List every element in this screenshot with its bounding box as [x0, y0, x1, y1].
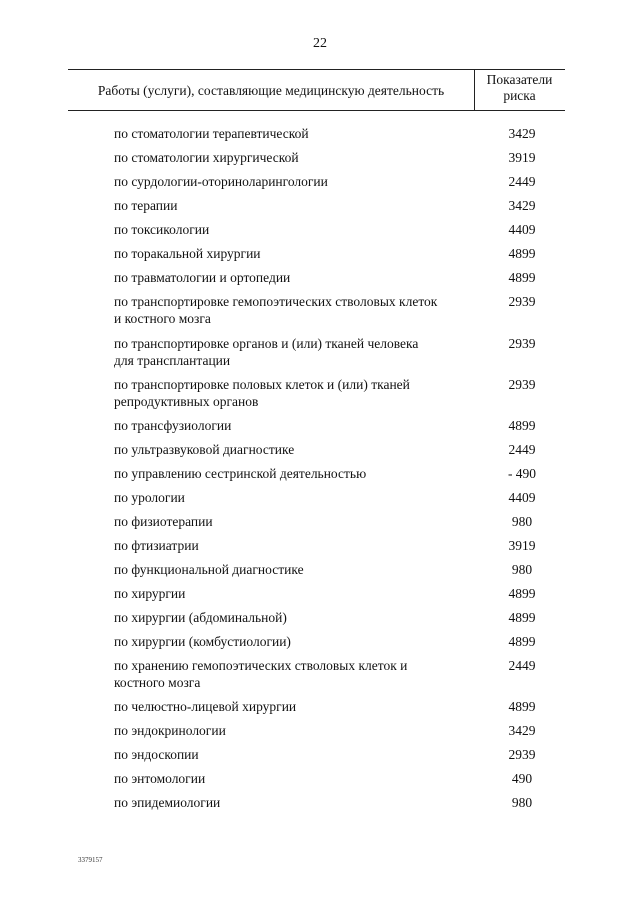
row-label: по трансфузиологии — [114, 418, 232, 433]
row-value: 2939 — [508, 294, 536, 309]
row-value: 4899 — [508, 699, 536, 714]
row-value: 2449 — [508, 174, 536, 189]
row-label: по функциональной диагностике — [114, 562, 304, 577]
row-label: по транспортировке гемопоэтических стволовых клеток и костного мозга — [114, 294, 438, 326]
row-value: 4899 — [508, 610, 536, 625]
page-number: 22 — [313, 36, 327, 51]
table-header-right-line2: риска — [503, 88, 536, 103]
row-label: по токсикологии — [114, 222, 210, 237]
row-value: 3919 — [508, 538, 536, 553]
table-top-rule — [68, 69, 565, 70]
row-value: 2449 — [508, 442, 536, 457]
table-header-right — [474, 72, 565, 104]
row-label: по стоматологии терапевтической — [114, 126, 309, 141]
row-value: 3429 — [508, 126, 536, 141]
row-value: 2939 — [508, 377, 536, 392]
row-label: по хирургии (абдоминальной) — [114, 610, 287, 625]
row-label: по хирургии — [114, 586, 186, 601]
row-value: 4409 — [508, 222, 536, 237]
row-value: 4899 — [508, 586, 536, 601]
row-label: по эндокринологии — [114, 723, 226, 738]
row-label: по физиотерапии — [114, 514, 213, 529]
row-label: по травматологии и ортопедии — [114, 270, 291, 285]
row-value: 4409 — [508, 490, 536, 505]
row-label: по эндоскопии — [114, 747, 199, 762]
row-label: по хирургии (комбустиологии) — [114, 634, 291, 649]
row-value: 490 — [511, 771, 533, 786]
row-value: 4899 — [508, 634, 536, 649]
document-number: 3379157 — [78, 856, 103, 864]
row-label: по терапии — [114, 198, 178, 213]
row-label: по стоматологии хирургической — [114, 150, 299, 165]
row-value: 3919 — [508, 150, 536, 165]
row-label: по транспортировке половых клеток и (или) тканей репродуктивных органов — [114, 377, 410, 409]
table-header-right-line1: Показатели — [486, 72, 553, 87]
row-label: по сурдологии-оториноларингологии — [114, 174, 328, 189]
table-header-bottom-rule — [68, 110, 565, 111]
row-label: по управлению сестринской деятельностью — [114, 466, 367, 481]
row-value: 2939 — [508, 336, 536, 351]
row-label: по транспортировке органов и (или) тканей человека для трансплантации — [114, 336, 419, 368]
row-label: по торакальной хирургии — [114, 246, 261, 261]
row-value: 2449 — [508, 658, 536, 673]
row-value: 4899 — [508, 246, 536, 261]
row-label: по энтомологии — [114, 771, 206, 786]
row-label: по хранению гемопоэтических стволовых клеток и костного мозга — [114, 658, 408, 690]
table-header-left: Работы (услуги), составляющие медицинскую деятельность — [97, 83, 445, 98]
row-value: 3429 — [508, 198, 536, 213]
row-value: 980 — [511, 514, 533, 529]
row-value: 980 — [511, 562, 533, 577]
row-label: по эпидемиологии — [114, 795, 221, 810]
row-value: - 490 — [507, 466, 537, 481]
row-label: по урологии — [114, 490, 185, 505]
row-value: 980 — [511, 795, 533, 810]
row-label: по челюстно-лицевой хирургии — [114, 699, 297, 714]
row-value: 4899 — [508, 418, 536, 433]
row-value: 3429 — [508, 723, 536, 738]
row-label: по фтизиатрии — [114, 538, 199, 553]
row-value: 2939 — [508, 747, 536, 762]
row-value: 4899 — [508, 270, 536, 285]
row-label: по ультразвуковой диагностике — [114, 442, 295, 457]
